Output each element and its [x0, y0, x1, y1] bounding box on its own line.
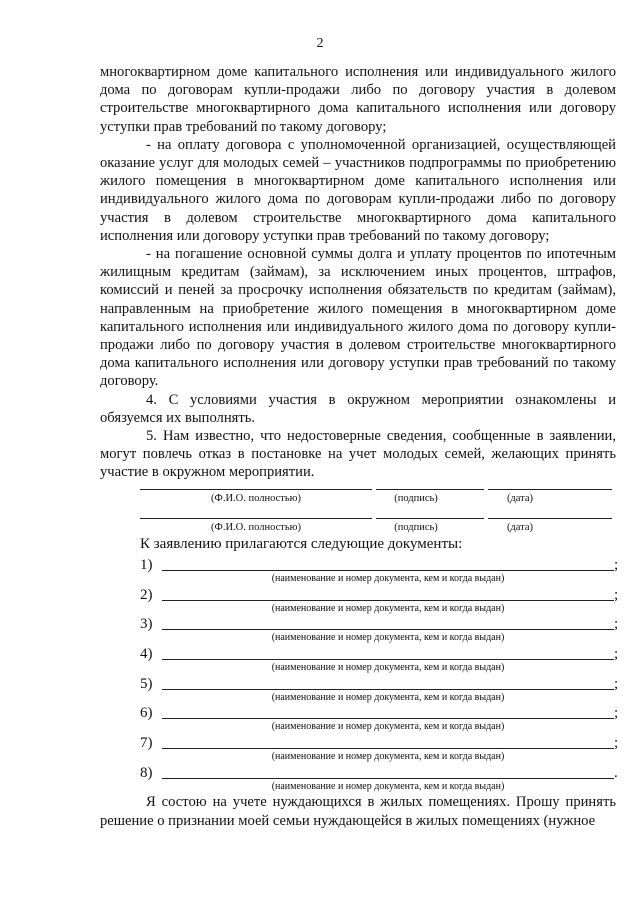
date-line — [488, 518, 612, 519]
paragraph-false-info-warning: 5. Нам известно, что недостоверные сведения, сообщенные в заявлении, могут повлечь отказ в постановке на учет молодых семей, желающих принять участие в окружном мероприятии. — [100, 428, 616, 481]
signature-caption: (подпись) — [394, 493, 438, 504]
attachment-caption: (наименование и номер документа, кем и когда выдан) — [271, 721, 505, 732]
attachment-end-mark: ; — [614, 616, 619, 632]
paragraph-mortgage-repayment: - на погашение основной суммы долга и уплату процентов по ипотечным жилищным кредитам (займам), за исключением иных процентов, штрафов, комиссий и пеней за просрочку исполнения обязательств по кредитам (займам), направленным на приобретение жилого помещения в многоквартирном доме капитального исполнения или индивидуального жилого дома по договору купли-продажи либо по договору участия в долевом строительстве многоквартирного дома капитального исполнения или договору уступки прав требований по такому договору. — [100, 246, 616, 390]
page-number: 2 — [316, 36, 324, 51]
attachment-fill-line — [162, 600, 614, 601]
fio-caption: (Ф.И.О. полностью) — [211, 522, 301, 533]
attachment-fill-line — [162, 629, 614, 630]
attachment-line — [0, 587, 640, 615]
signature-line — [376, 518, 484, 519]
signature-line — [376, 489, 484, 490]
attachment-line — [0, 557, 640, 585]
attachment-caption: (наименование и номер документа, кем и когда выдан) — [271, 573, 505, 584]
fio-caption: (Ф.И.О. полностью) — [211, 493, 301, 504]
attachment-end-mark: ; — [614, 587, 619, 603]
date-line — [488, 489, 612, 490]
attachment-fill-line — [162, 659, 614, 660]
attachment-line — [0, 616, 640, 644]
attachment-end-mark: ; — [614, 735, 619, 751]
attachment-caption: (наименование и номер документа, кем и когда выдан) — [271, 692, 505, 703]
fio-line — [140, 489, 372, 490]
date-caption: (дата) — [506, 493, 534, 504]
attachment-fill-line — [162, 570, 614, 571]
attachment-number: 5) — [140, 676, 153, 692]
attachment-line — [0, 646, 640, 674]
attachment-end-mark: ; — [614, 557, 619, 573]
closing-paragraph: Я состою на учете нуждающихся в жилых помещениях. Прошу принять решение о признании моей семьи нуждающейся в жилых помещениях (нужное — [100, 794, 616, 829]
attachment-number: 1) — [140, 557, 153, 573]
attachment-fill-line — [162, 718, 614, 719]
attachment-number: 8) — [140, 765, 153, 781]
document-body — [100, 63, 616, 482]
attachment-end-mark: ; — [614, 676, 619, 692]
attachment-fill-line — [162, 748, 614, 749]
attachment-caption: (наименование и номер документа, кем и когда выдан) — [271, 632, 505, 643]
attachment-number: 4) — [140, 646, 153, 662]
attachment-line — [0, 676, 640, 704]
paragraph-continuation: многоквартирном доме капитального исполнения или индивидуального жилого дома по договорам купли-продажи либо по договору участия в долевом строительстве многоквартирного дома капитального исполнения или договору уступки прав требований по такому договору; — [100, 64, 616, 135]
attachment-number: 6) — [140, 705, 153, 721]
paragraph-conditions-agreement: 4. С условиями участия в окружном мероприятии ознакомлены и обязуемся их выполнять. — [100, 391, 616, 426]
attachment-end-mark: . — [614, 765, 618, 781]
date-caption: (дата) — [506, 522, 534, 533]
attachment-line — [0, 735, 640, 763]
attachment-fill-line — [162, 778, 614, 779]
attachment-line — [0, 765, 640, 793]
attachment-caption: (наименование и номер документа, кем и когда выдан) — [271, 603, 505, 614]
fio-line — [140, 518, 372, 519]
attachment-number: 7) — [140, 735, 153, 751]
attachment-line — [0, 705, 640, 733]
attachment-caption: (наименование и номер документа, кем и когда выдан) — [271, 781, 505, 792]
attachment-caption: (наименование и номер документа, кем и когда выдан) — [271, 662, 505, 673]
attachment-number: 2) — [140, 587, 153, 603]
attachment-end-mark: ; — [614, 646, 619, 662]
attachment-end-mark: ; — [614, 705, 619, 721]
signature-caption: (подпись) — [394, 522, 438, 533]
attachment-caption: (наименование и номер документа, кем и когда выдан) — [271, 751, 505, 762]
attachment-number: 3) — [140, 616, 153, 632]
attachment-fill-line — [162, 689, 614, 690]
attachments-title: К заявлению прилагаются следующие документы: — [140, 536, 463, 552]
paragraph-contract-payment: - на оплату договора с уполномоченной организацией, осуществляющей оказание услуг для молодых семей – участников подпрограммы по приобретению жилого помещения в многоквартирном доме капитального исполнения или индивидуального жилого дома по договорам купли-продажи либо по договору участия в долевом строительстве многоквартирного дома капитального исполнения или договору уступки прав требований по такому договору; — [100, 136, 616, 244]
